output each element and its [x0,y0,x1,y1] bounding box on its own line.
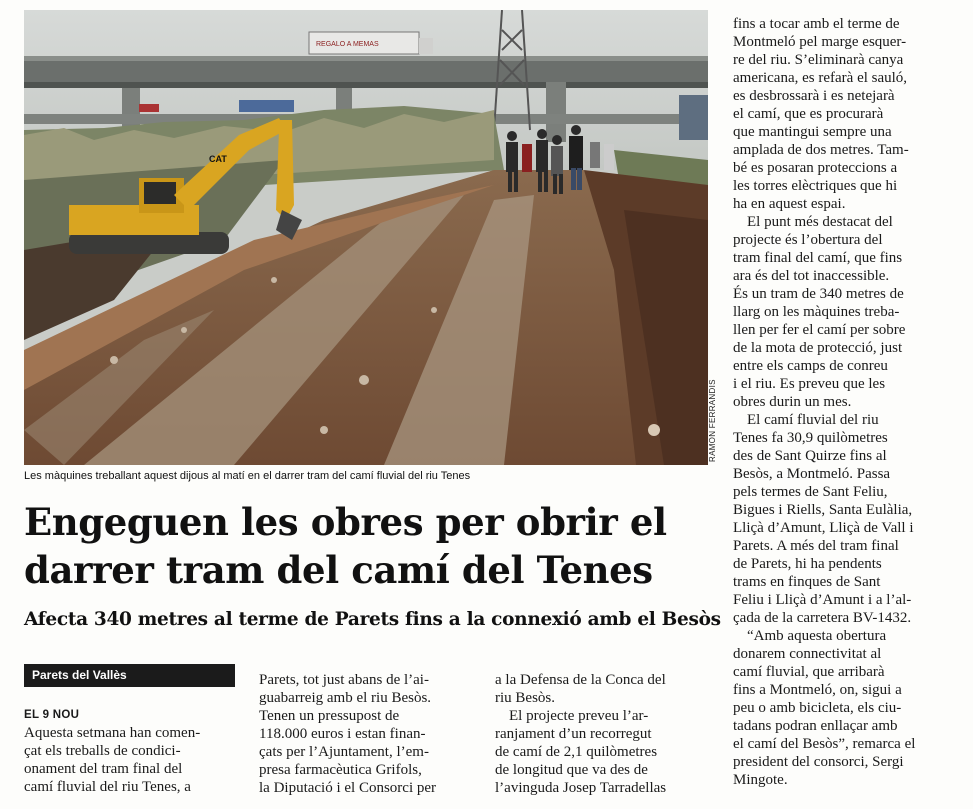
text-line: de camí de 2,1 quilòmetres [495,744,658,760]
text-line: Mingote. [733,772,788,788]
paragraph-2 [733,213,951,411]
text-line: de longitud que va des de [495,762,648,778]
text-line: de la mota de protecció, just [733,340,903,356]
text-line: El punt més destacat del [747,214,893,230]
text-line: presa farmacèutica Grifols, [259,762,422,778]
text-line: camí fluvial del riu Tenes, a [24,779,191,795]
column-1-text [24,724,239,796]
text-line: Feliu i Lliçà d’Amunt i a l’al- [733,592,912,608]
text-line: fins a tocar amb el terme de [733,16,900,32]
text-line: Aquesta setmana han comen- [24,725,201,741]
text-line: donarem connectivitat al [733,646,882,662]
text-line: amplada de dos metres. Tam- [733,142,909,158]
paragraph-1 [733,15,951,213]
text-line: la Diputació i el Consorci per [259,780,437,796]
text-line: les torres elèctriques que hi [733,178,898,194]
text-line: guabarreig amb el riu Besòs. [259,690,432,706]
text-line: des de Sant Quirze fins al [733,448,887,464]
svg-text:CAT: CAT [209,154,227,164]
article-column-1 [24,706,239,796]
text-line: re del riu. S’eliminarà canya [733,52,904,68]
article-column-4 [733,15,951,789]
text-line: El camí fluvial del riu [747,412,879,428]
text-line: trams en finques de Sant [733,574,881,590]
text-line: çada de la carretera BV-1432. [733,610,912,626]
text-line: de Parets, hi ha pendents [733,556,882,572]
article-column-3 [495,671,710,797]
subheadline: Afecta 340 metres al terme de Parets fins a la connexió amb el Besòs [24,609,721,630]
text-line: 118.000 euros i estan finan- [259,726,426,742]
text-line: Tenes fa 30,9 quilòmetres [733,430,888,446]
headline-line-2: darrer tram del camí del Tenes [24,548,653,592]
text-line: president del consorci, Sergi [733,754,904,770]
paragraph-3 [733,411,951,627]
construction-site-illustration [24,10,708,465]
text-line: tadans podran enllaçar amb [733,718,898,734]
section-label: Parets del Vallès [24,664,235,687]
photo-credit: RAMON FERRANDIS [708,379,717,462]
paragraph-4 [733,627,951,789]
text-line: projecte és l’obertura del [733,232,883,248]
truck-sign: REGALO A MEMAS [316,41,379,48]
text-line: es desbrossarà i es netejarà [733,88,895,104]
text-line: a la Defensa de la Conca del [495,672,666,688]
text-line: americana, es refarà el sauló, [733,70,908,86]
text-line: bé es posaran proteccions a [733,160,898,176]
text-line: Besòs, a Montmeló. Passa [733,466,891,482]
text-line: ranjament d’un recorregut [495,726,652,742]
dateline: EL 9 NOU [24,709,80,721]
text-line: llen per fer el camí per sobre [733,322,906,338]
text-line: çat els treballs de condici- [24,743,181,759]
text-line: Parets. A més del tram final [733,538,899,554]
text-line: Montmeló pel marge esquer- [733,34,907,50]
headline-line-1: Engeguen les obres per obrir el [24,500,667,544]
text-line: i el riu. Es preveu que les [733,376,886,392]
text-line: el camí del Besòs”, remarca el [733,736,916,752]
text-line: ha en aquest espai. [733,196,846,212]
text-line: El projecte preveu l’ar- [509,708,649,724]
news-photo [24,10,708,465]
text-line: tram final del camí, que fins [733,250,903,266]
text-line: “Amb aquesta obertura [747,628,887,644]
text-line: És un tram de 340 metres de [733,286,904,302]
text-line: Parets, tot just abans de l’ai- [259,672,429,688]
text-line: entre els camps de conreu [733,358,888,374]
text-line: l’avinguda Josep Tarradellas [495,780,667,796]
headline [24,498,724,594]
text-line: pels termes de Sant Feliu, [733,484,888,500]
text-line: el camí, que es procurarà [733,106,884,122]
photo-caption: Les màquines treballant aquest dijous al matí en el darrer tram del camí fluvial del riu Tenes [24,470,471,482]
text-line: riu Besòs. [495,690,555,706]
text-line: çats per l’Ajuntament, l’em- [259,744,429,760]
text-line: Tenen un pressupost de [259,708,400,724]
text-line: obres durin un mes. [733,394,852,410]
text-line: llarg on les màquines treba- [733,304,900,320]
text-line: Lliçà d’Amunt, Lliçà de Vall i [733,520,914,536]
text-line: ara és del tot inaccessible. [733,268,890,284]
text-line: camí fluvial, que arribarà [733,664,885,680]
article-column-2 [259,671,474,797]
text-line: onament del tram final del [24,761,183,777]
text-line: que mantingui sempre una [733,124,892,140]
text-line: fins a Montmeló, on, sigui a [733,682,902,698]
text-line: peu o amb bicicleta, els ciu- [733,700,902,716]
text-line: Bigues i Riells, Santa Eulàlia, [733,502,913,518]
